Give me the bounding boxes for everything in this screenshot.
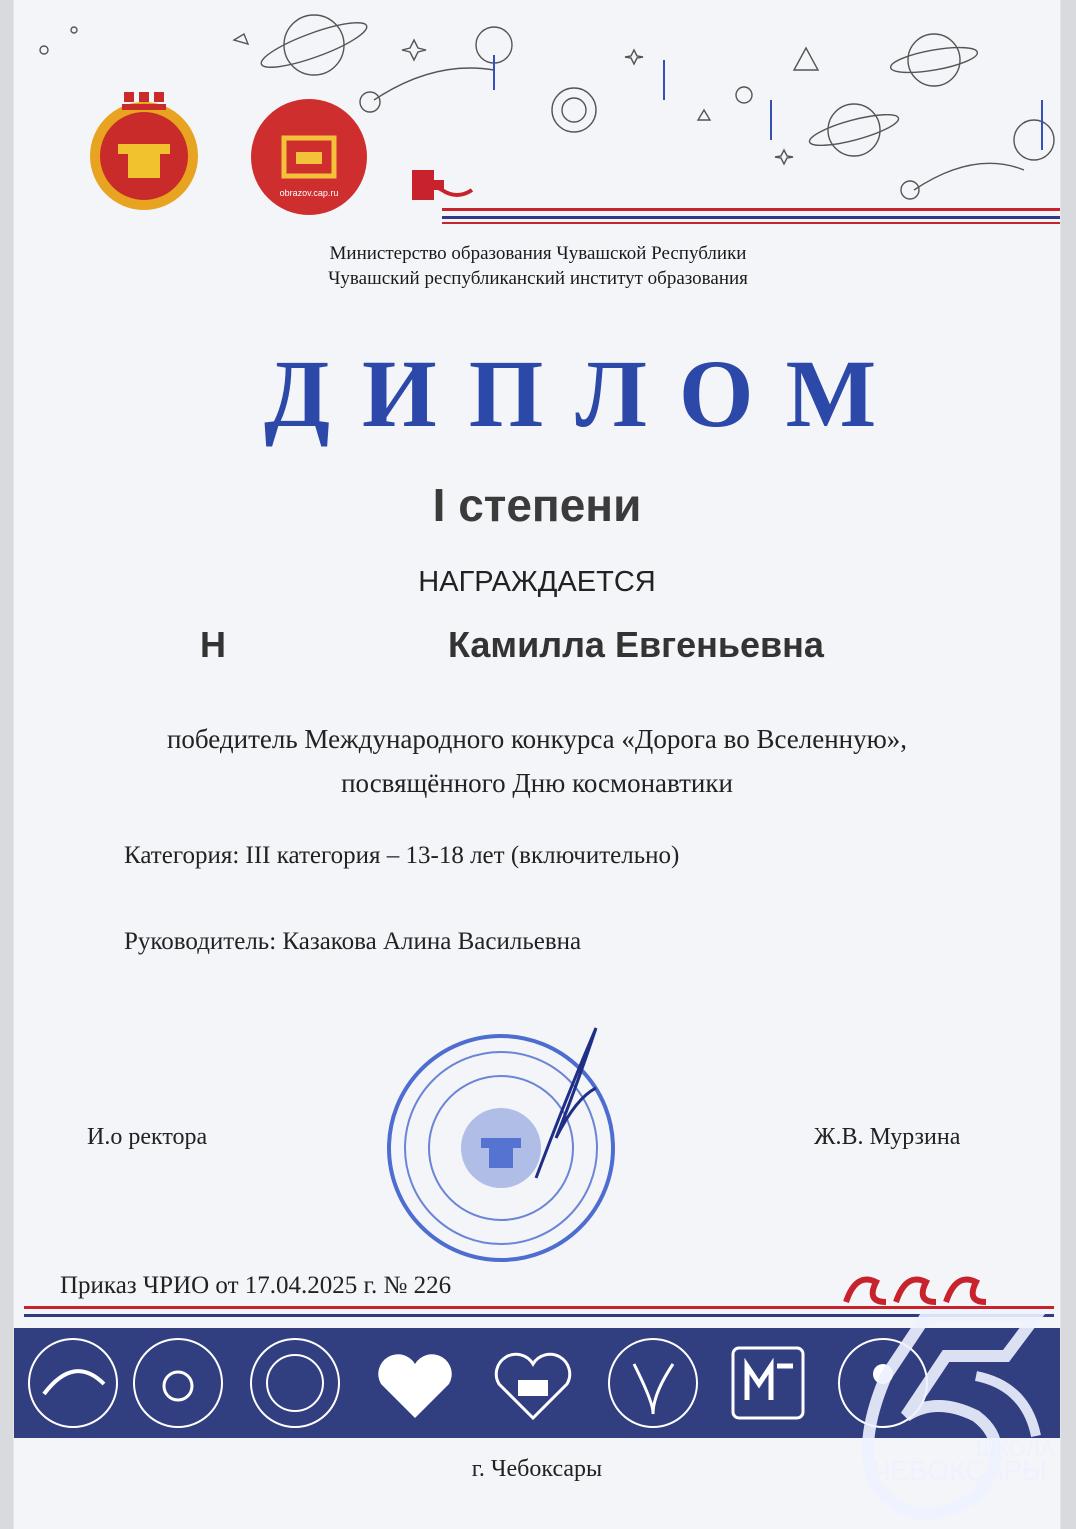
- degree-label: I степени: [432, 479, 642, 531]
- heart-kremlin-icon: [484, 1334, 582, 1432]
- teacher-of-year-icon: [24, 1334, 122, 1432]
- recipient-surname: Н: [200, 624, 226, 665]
- school-65-watermark-logo: [856, 1296, 1060, 1526]
- category-line: Категория: III категория – 13-18 лет (включительно): [124, 842, 680, 869]
- top-ornament-band: [412, 150, 1060, 240]
- diploma-sheet: [14, 0, 1060, 1529]
- education-portal-logo: [248, 96, 370, 218]
- psychologist-icon: [604, 1334, 702, 1432]
- leader-line: Руководитель: Казакова Алина Васильевна: [124, 928, 582, 955]
- description-line-1: победитель Международного конкурса «Дорога во Вселенную»,: [166, 724, 908, 754]
- awarded-label: НАГРАЖДАЕТСЯ: [418, 566, 656, 598]
- chuvashia-emblem: [78, 86, 210, 214]
- pedagogical-debut-icon: [246, 1334, 344, 1432]
- methodist-icon: [719, 1334, 817, 1432]
- institute-name: Чувашский республиканский институт образования: [328, 268, 748, 289]
- signer-role: И.о ректора: [87, 1124, 208, 1150]
- diploma-title: ДИПЛОМ: [264, 340, 909, 447]
- watermark-city: ЧЕБОКСАРЫ: [872, 1455, 1047, 1486]
- ministry-name: Министерство образования Чувашской Республики: [329, 243, 747, 264]
- description-line-2: посвящённого Дню космонавтики: [341, 768, 733, 798]
- city-label: г. Чебоксары: [471, 1456, 603, 1482]
- edu-logo-site: obrazov.cap.ru: [279, 188, 339, 198]
- heart-hands-icon: [366, 1334, 464, 1432]
- signer-name: Ж.В. Мурзина: [814, 1124, 961, 1150]
- order-number: Приказ ЧРИО от 17.04.2025 г. № 226: [60, 1272, 452, 1299]
- recipient-name: Камилла Евгеньевна: [448, 624, 824, 665]
- watermark-school: ШКОЛА: [976, 1436, 1055, 1461]
- official-seal: [376, 1018, 646, 1268]
- vospitatel-icon: [129, 1334, 227, 1432]
